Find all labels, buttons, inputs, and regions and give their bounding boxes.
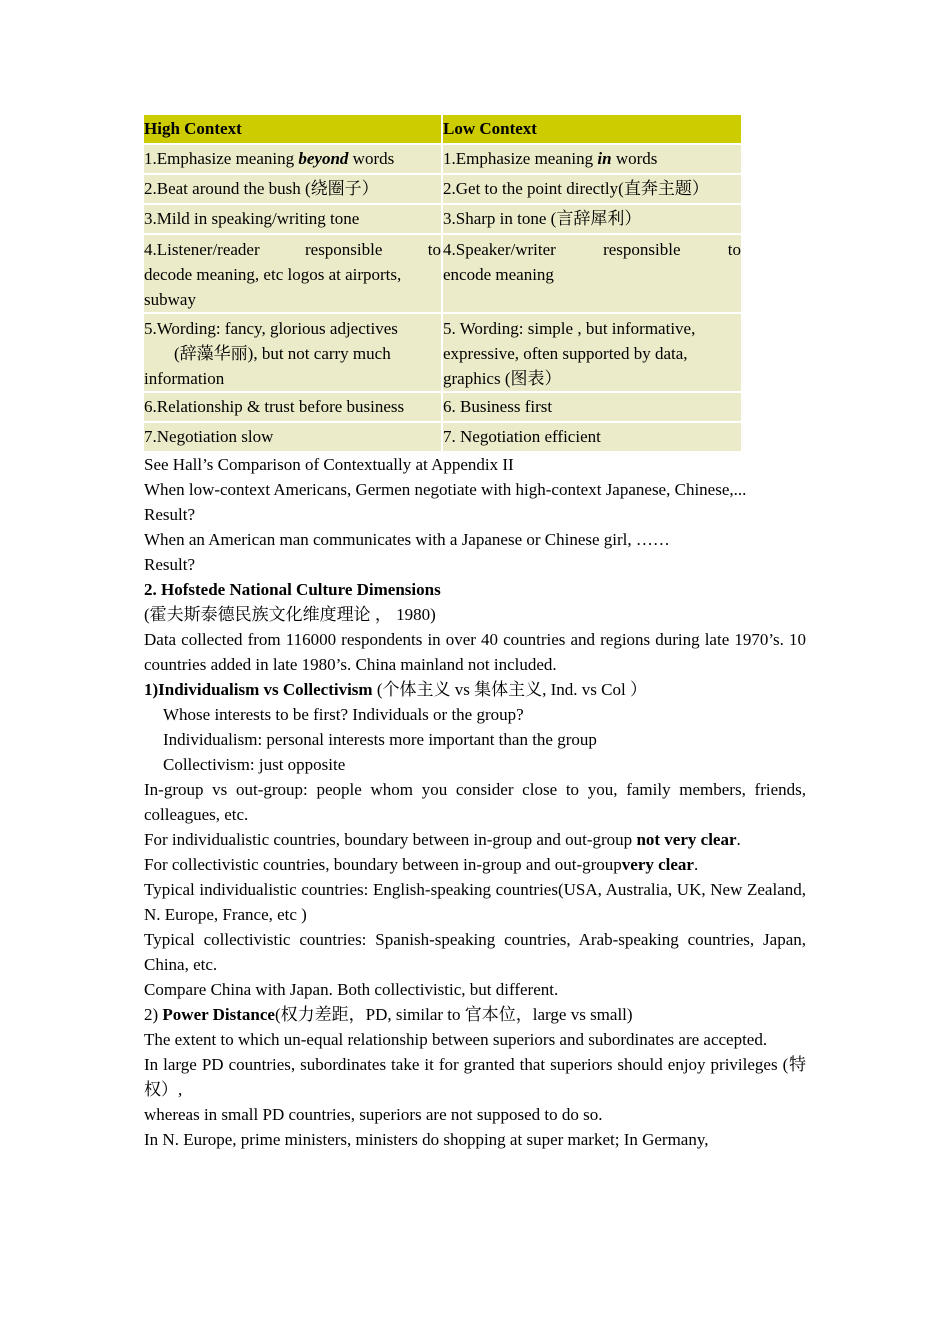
paragraph: Typical individualistic countries: English-speaking countries(USA, Australia, UK, New Zealand, N. Europe, France, etc ) xyxy=(144,880,806,924)
paragraph: Typical collectivistic countries: Spanish-speaking countries, Arab-speaking countries, Japan, China, etc. xyxy=(144,930,806,974)
paragraph: The extent to which un-equal relationship between superiors and subordinates are accepted. xyxy=(144,1030,768,1049)
document-page xyxy=(144,113,806,1152)
subsection-heading: 1)Individualism vs Collectivism (个体主义 vs 集体主义, Ind. vs Col ） xyxy=(144,680,647,699)
paragraph: Compare China with Japan. Both collectivistic, but different. xyxy=(144,980,559,999)
table-cell: 4.Speaker/writer responsible to encode meaning xyxy=(443,235,741,312)
table-cell: 1.Emphasize meaning beyond words xyxy=(144,145,441,173)
table-row xyxy=(144,145,741,173)
table-cell: 2.Beat around the bush (绕圈子） xyxy=(144,175,441,203)
table-cell: 7.Negotiation slow xyxy=(144,423,441,451)
table-cell: 6. Business first xyxy=(443,393,741,421)
table-row xyxy=(144,175,741,203)
paragraph: Collectivism: just opposite xyxy=(163,755,346,774)
paragraph: Individualism: personal interests more important than the group xyxy=(163,730,597,749)
table-cell: 3.Mild in speaking/writing tone xyxy=(144,205,441,233)
context-comparison-table xyxy=(142,113,743,453)
paragraph: Whose interests to be first? Individuals or the group? xyxy=(163,705,524,724)
paragraph: See Hall’s Comparison of Contextually at Appendix II xyxy=(144,455,514,474)
paragraph: For individualistic countries, boundary between in-group and out-group not very clear. xyxy=(144,830,741,849)
paragraph: In-group vs out-group: people whom you consider close to you, family members, friends, colleagues, etc. xyxy=(144,780,806,824)
paragraph: Result? xyxy=(144,505,195,524)
table-cell: 7. Negotiation efficient xyxy=(443,423,741,451)
section-heading: 2. Hofstede National Culture Dimensions xyxy=(144,580,441,599)
paragraph: (霍夫斯泰德民族文化维度理论 ， 1980) xyxy=(144,605,436,624)
table-row xyxy=(144,423,741,451)
table-cell: 5. Wording: simple , but informative, expressive, often supported by data, graphics (图表） xyxy=(443,314,741,391)
header-high-context: High Context xyxy=(144,115,441,143)
subsection-heading: 2) Power Distance(权力差距，PD, similar to 官本位，large vs small) xyxy=(144,1005,633,1024)
paragraph: Data collected from 116000 respondents in over 40 countries and regions during late 1970’s. 10 countries added in late 1980’s. China mainland not included. xyxy=(144,630,806,674)
table-row xyxy=(144,205,741,233)
paragraph: When low-context Americans, Germen negotiate with high-context Japanese, Chinese,... xyxy=(144,480,747,499)
table-row xyxy=(144,235,741,312)
table-cell: 5.Wording: fancy, glorious adjectives (辞藻华丽), but not carry much information xyxy=(144,314,441,391)
table-cell: 1.Emphasize meaning in words xyxy=(443,145,741,173)
paragraph: Result? xyxy=(144,555,195,574)
paragraph: In large PD countries, subordinates take it for granted that superiors should enjoy privileges (特权）, xyxy=(144,1055,806,1099)
paragraph: whereas in small PD countries, superiors are not supposed to do so. xyxy=(144,1105,603,1124)
table-cell: 4.Listener/reader responsible to decode meaning, etc logos at airports, subway xyxy=(144,235,441,312)
table-cell: 2.Get to the point directly(直奔主题） xyxy=(443,175,741,203)
table-header-row xyxy=(144,115,741,143)
table-row xyxy=(144,393,741,421)
table-row xyxy=(144,314,741,391)
paragraph: When an American man communicates with a Japanese or Chinese girl, …… xyxy=(144,530,670,549)
paragraph: For collectivistic countries, boundary between in-group and out-groupvery clear. xyxy=(144,855,699,874)
table-cell: 6.Relationship & trust before business xyxy=(144,393,441,421)
paragraph: In N. Europe, prime ministers, ministers do shopping at super market; In Germany, xyxy=(144,1130,709,1149)
body-text xyxy=(144,452,806,1152)
header-low-context: Low Context xyxy=(443,115,741,143)
table-cell: 3.Sharp in tone (言辞犀利） xyxy=(443,205,741,233)
